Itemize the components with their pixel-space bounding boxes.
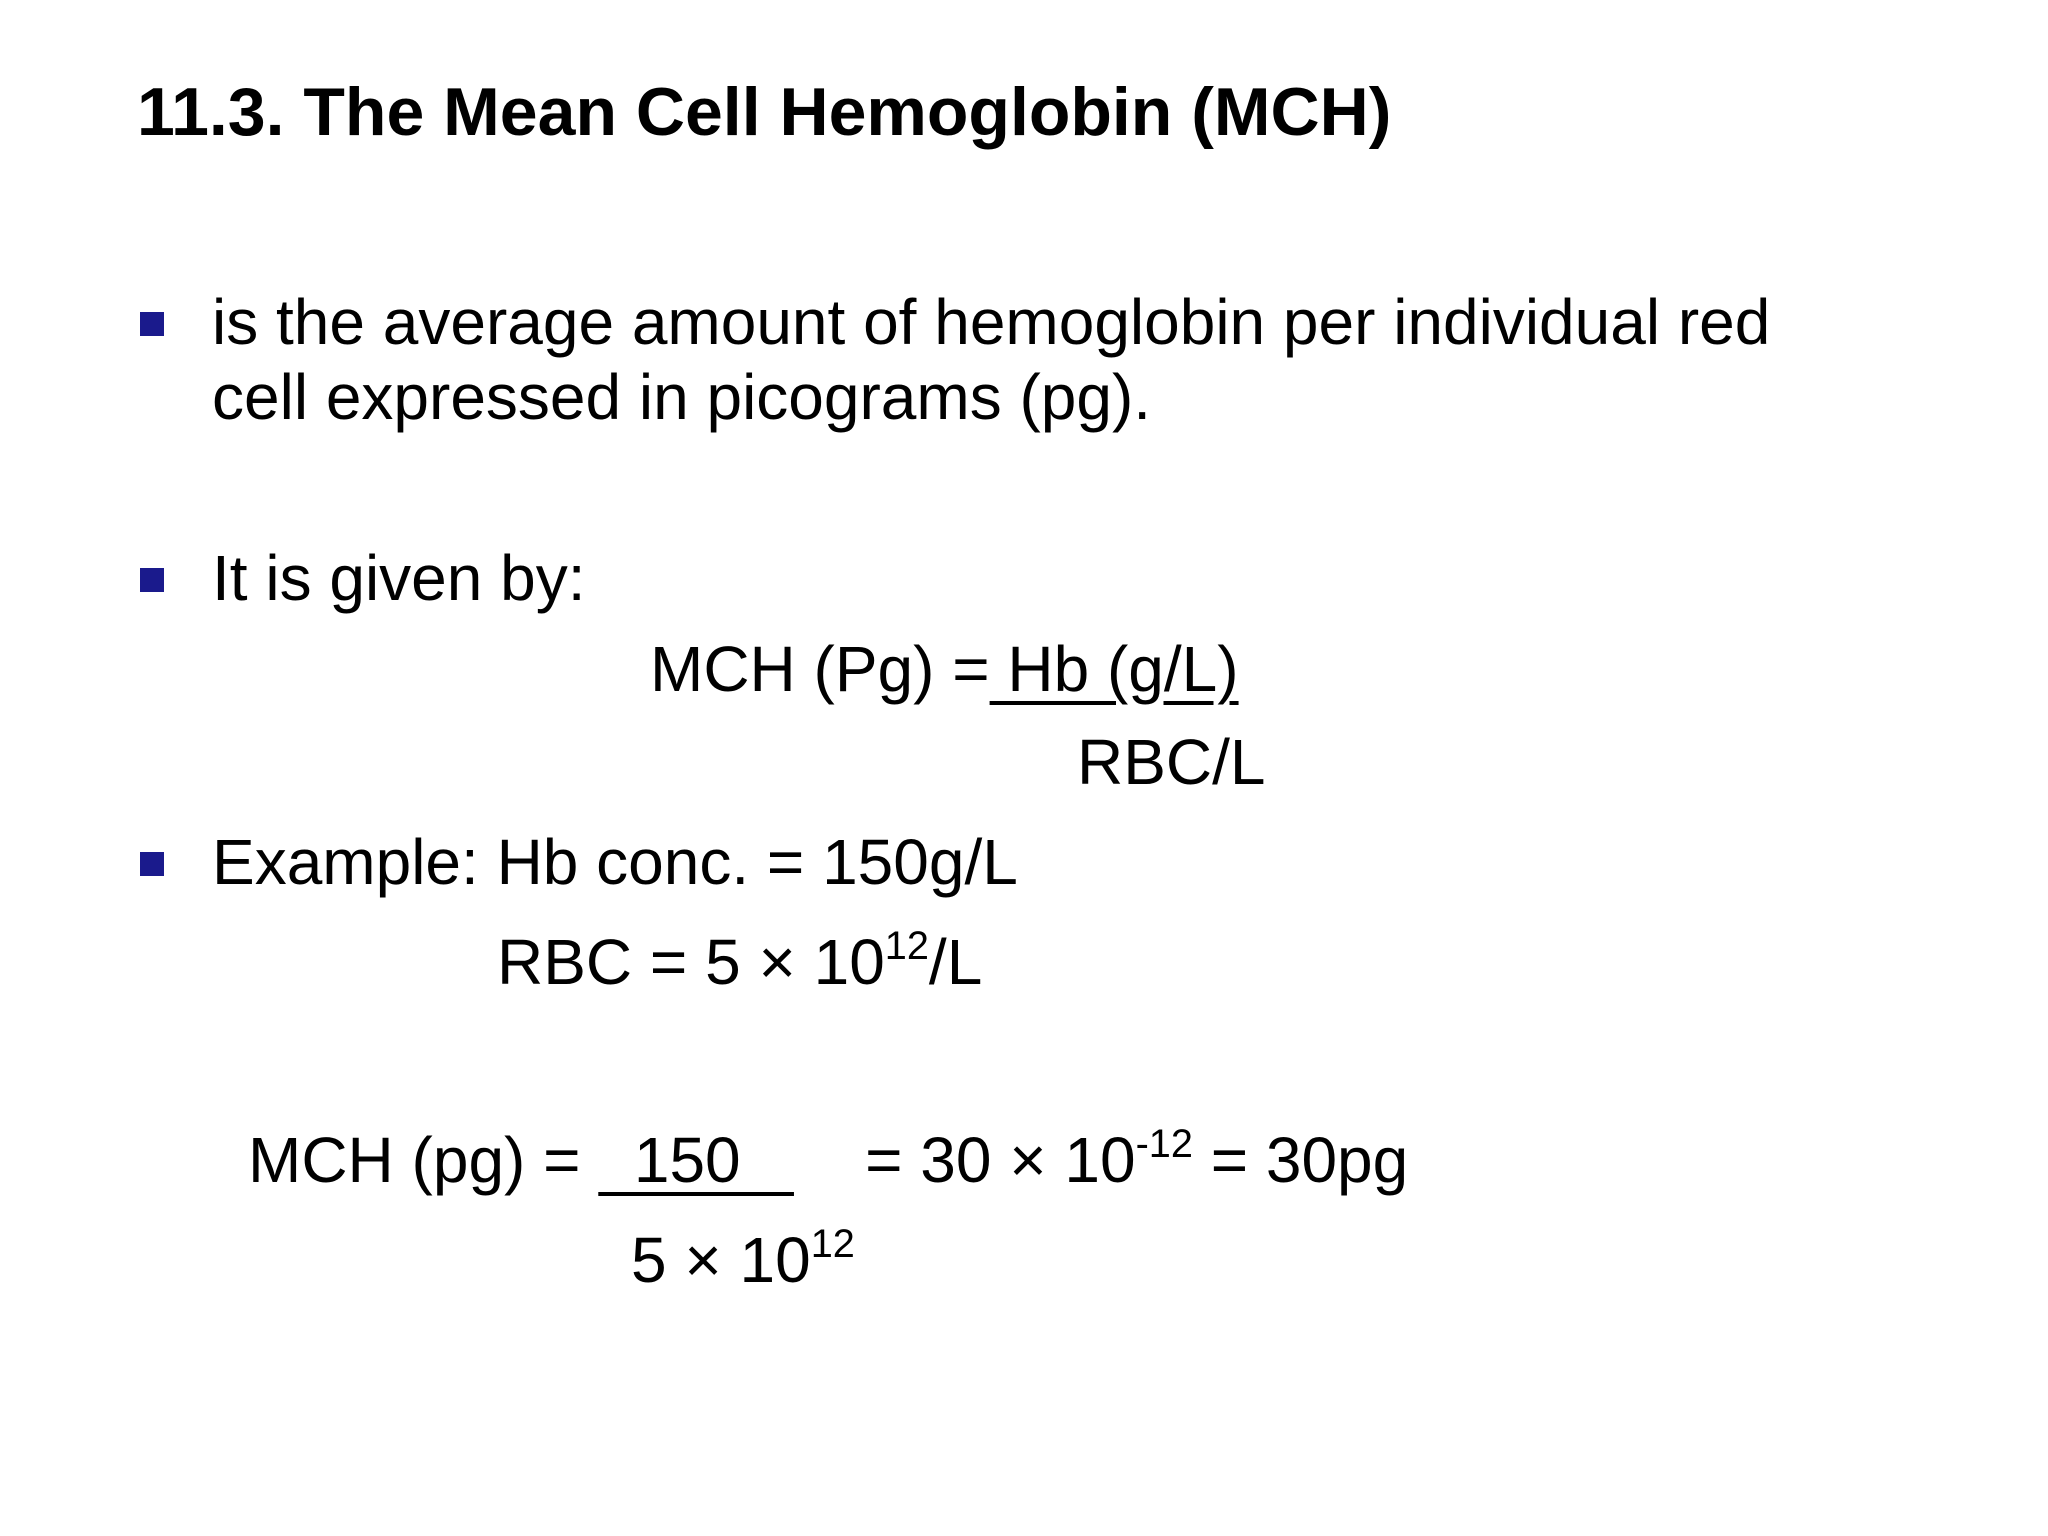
- calc-denominator: [631, 1222, 855, 1296]
- bullet-2-text: It is given by:: [212, 542, 586, 614]
- rbc-exponent: 12: [884, 924, 929, 969]
- rbc-suffix: /L: [928, 926, 983, 998]
- formula-row: [650, 633, 1239, 705]
- calc-den-base: 5 × 10: [631, 1224, 811, 1296]
- calc-equals: = 30 × 10: [865, 1124, 1136, 1196]
- bullet-3-text: Example: Hb conc. = 150g/L: [212, 826, 1018, 898]
- bullet-1-line-2: cell expressed in picograms (pg).: [212, 361, 1152, 433]
- formula-numerator: Hb (g/L): [989, 633, 1239, 705]
- calc-result: = 30pg: [1192, 1124, 1409, 1196]
- bullet-marker-2: [140, 568, 164, 592]
- calc-numerator: 150: [598, 1124, 794, 1196]
- example-rbc-line: [497, 924, 983, 998]
- slide-title: 11.3. The Mean Cell Hemoglobin (MCH): [137, 74, 1392, 150]
- formula-lhs: MCH (Pg) =: [650, 633, 990, 705]
- calc-exponent: -12: [1135, 1122, 1193, 1167]
- formula-denominator: RBC/L: [1077, 726, 1266, 798]
- calculation-row: [248, 1122, 1409, 1196]
- calc-lhs: MCH (pg) =: [248, 1124, 581, 1196]
- bullet-marker-3: [140, 852, 164, 876]
- bullet-marker-1: [140, 312, 164, 336]
- rbc-prefix: RBC = 5 × 10: [497, 926, 885, 998]
- calc-den-exponent: 12: [810, 1222, 855, 1267]
- bullet-1-line-1: is the average amount of hemoglobin per individual red: [212, 286, 1771, 358]
